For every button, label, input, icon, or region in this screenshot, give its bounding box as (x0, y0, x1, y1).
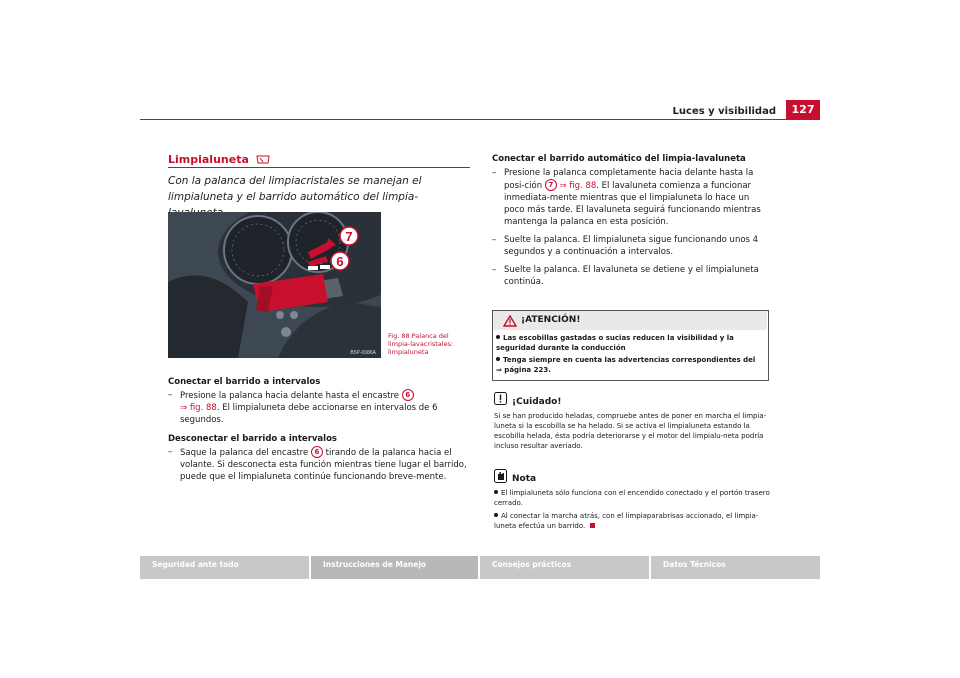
note-header (494, 468, 537, 487)
caution-header (494, 390, 562, 409)
footer-tab-operation[interactable]: Instrucciones de Manejo (311, 556, 478, 579)
step-interval-on: – Presione la palanca hacia delante hasta el encastre 6 ⇒ fig. 88. El limpialuneta debe accionarse en intervalos de 6 segundos. (168, 390, 438, 425)
footer-tab-tech-data[interactable]: Datos Técnicos (651, 556, 820, 579)
figure-reference-link[interactable]: ⇒ fig. 88 (559, 181, 597, 191)
left-text-block (168, 377, 470, 483)
warning-title: ¡ATENCIÓN! (521, 315, 581, 325)
figure-caption: Fig. 88 Palanca del limpia-lavacristales: limpialuneta (388, 332, 454, 356)
warning-header (493, 311, 767, 330)
caution-title: ¡Cuidado! (512, 397, 562, 407)
footer-tab-safety[interactable]: Seguridad ante todo (140, 556, 309, 579)
footer-tab-tips[interactable]: Consejos prácticos (480, 556, 649, 579)
figure-code: B5P-0086A (350, 350, 376, 356)
section-intro: Con la palanca del limpiacristales se manejan el limpialuneta y el barrido automático del limpia- (168, 175, 422, 203)
figure-reference-link[interactable]: ⇒ fig. 88 (180, 403, 217, 413)
right-text-block (492, 154, 770, 288)
note-bullet-2: Al conectar la marcha atrás, con el limpiaparabrisas accionado, el limpia-luneta efectúa un barrido. (494, 512, 759, 530)
figure-wiper-lever (168, 212, 381, 358)
warning-bullet-1: Las escobillas gastadas o sucias reducen la visibilidad y la seguridad durante la conducción (496, 334, 734, 352)
position-marker: 7 (545, 179, 557, 191)
running-header-title: Luces y visibilidad (672, 106, 776, 117)
caution-exclamation-icon (494, 392, 507, 405)
warning-bullet-2: Tenga siempre en cuenta las advertencias correspondientes del ⇒ página 223. (496, 356, 756, 374)
step-interval-off: – Saque la palanca del encastre 6 tirando de la palanca hacia el volante. Si desconecta esta función mientras tiene lugar el barrido, puede que el limpialuneta continúe funcionando breve-mente. (168, 447, 467, 482)
note-bullet-1: El limpialuneta sólo funciona con el encendido conectado y el portón trasero cerrado. (494, 489, 770, 507)
callout-7: 7 (345, 229, 353, 244)
heading-interval-on: Conectar el barrido a intervalos (168, 377, 321, 387)
section-title (168, 153, 270, 166)
step-release-lever-1: – Suelte la palanca. El limpialuneta sigue funcionando unos 4 segundos y a continuación a intervalos. (492, 235, 759, 257)
warning-triangle-icon (503, 315, 517, 327)
page-number: 127 (786, 100, 820, 119)
note-hand-icon (494, 469, 507, 483)
rear-wiper-icon (256, 154, 270, 164)
end-of-section-marker (590, 523, 595, 528)
position-marker: 6 (311, 446, 323, 458)
section-title-text: Limpialuneta (168, 153, 249, 166)
wiper-lever-illustration (168, 212, 381, 358)
section-title-rule (168, 167, 470, 168)
caution-text: Si se han producido heladas, compruebe antes de poner en marcha el limpia-luneta si la escobilla se ha helado. Si se activa el limpialuneta estando la escobilla helada, ésta podría deteriorarse y el motor del limpialu-neta podría incluso resultar averiado. (494, 412, 767, 450)
note-body (494, 488, 770, 531)
header-rule (140, 119, 820, 120)
heading-interval-off: Desconectar el barrido a intervalos (168, 434, 337, 444)
heading-auto-wash: Conectar el barrido automático del limpia-lavaluneta (492, 154, 746, 164)
position-marker: 6 (402, 389, 414, 401)
step-release-lever-2: – Suelte la palanca. El lavaluneta se detiene y el limpialuneta continúa. (492, 265, 759, 287)
step-press-lever: – Presione la palanca completamente hacia delante hasta la posi-ción 7 ⇒ fig. 88. El lavaluneta comienza a funcionar inmediata-mente mientras que el limpialuneta lo hace un poco más tarde. El lavaluneta seguirá funcionando mientras mantenga la palanca en esta posición. (492, 168, 761, 227)
note-title: Nota (512, 474, 537, 484)
callout-6: 6 (336, 254, 344, 269)
warning-body (496, 333, 764, 375)
